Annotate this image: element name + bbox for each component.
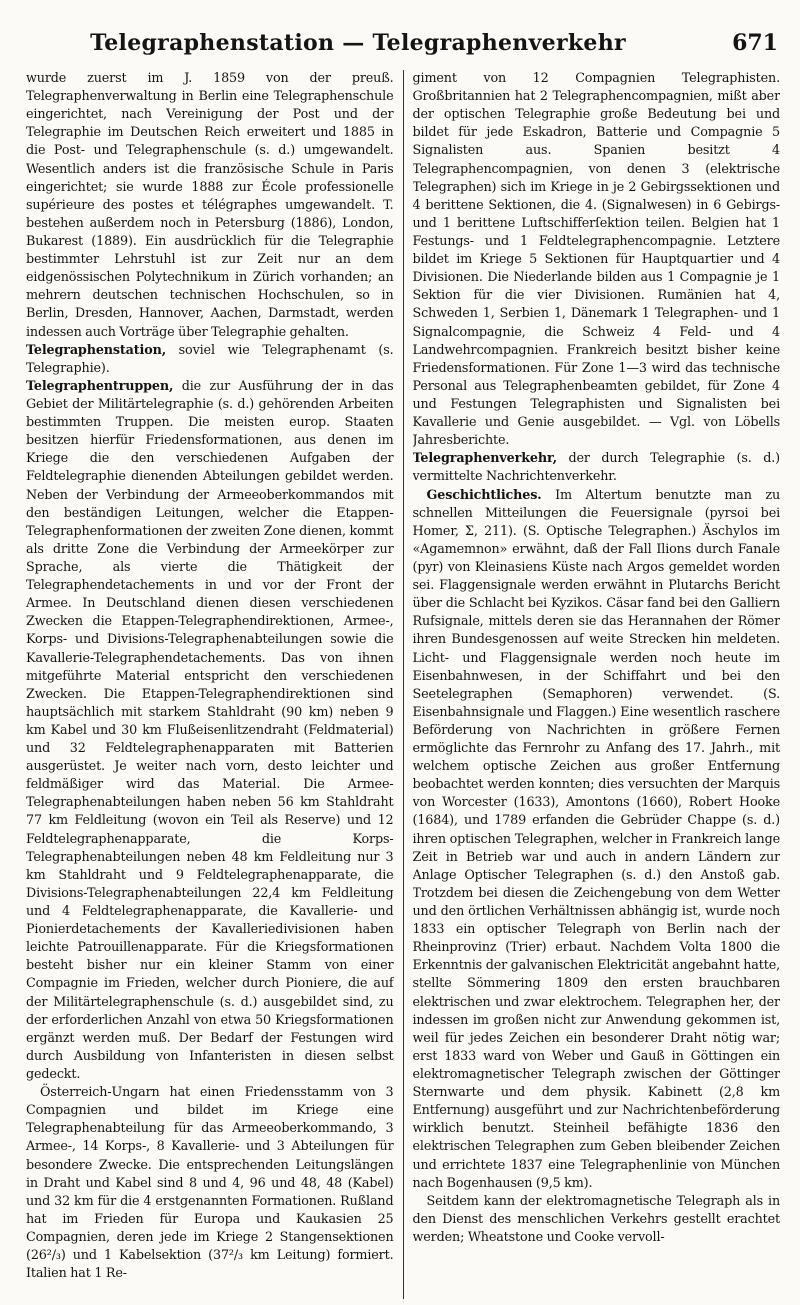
paragraph [413,1193,781,1247]
paragraph-text: Seitdem kann der elektromagnetische Telegraph als in den Dienst des menschlichen Verkehrs gestellt erachtet werden; Wheatstone und Cooke vervoll- [412,1193,781,1245]
left-column [26,70,394,1299]
entry-text: der durch Telegraphie (s. d.) vermittelte Nachrichtenverkehr. [412,451,781,485]
entry-telegraphenverkehr [413,450,781,486]
headword: Telegraphenstation, [26,342,166,358]
paragraph-text: Österreich-Ungarn hat einen Friedensstamm von 3 Compagnien und bildet im Kriege eine Telegraphenabteilung für das Armeeoberkommando, 3 Armee-, 14 Korps-, 8 Kavallerie- und 3 Abteilungen für besondere Zwecke. Die entsprechenden Leitungslängen in Draht und Kabel sind 8 und 4, 96 und 48, 48 (Kabel) und 32 km für die 4 erstgenannten Formationen. Rußland hat im Frieden für Europa und Kaukasien 25 Compagnien, deren jede im Kriege 2 Stangensektionen (26²/₃) und 1 Kabelsektion (37²/₃ km Leitung) formiert. Italien hat 1 Re- [26,1085,394,1282]
entry-telegraphenstation [26,342,394,378]
headword: Telegraphenverkehr, [412,451,557,467]
subheading: Geschichtliches. [426,487,542,503]
running-head: Telegraphenstation — Telegraphenverkehr [90,30,626,56]
page-number: 671 [732,30,778,56]
paragraph-text: wurde zuerst im J. 1859 von der preuß. Telegraphenverwaltung in Berlin eine Telegraphenschule eingerichtet, nach Vereinigung der Post und der Telegraphie im Deutschen Reich erweitert und 1885 in die Post- und Telegraphenschule (s. d.) umgewandelt. Wesentlich anders ist die französische Schule in Paris eingerichtet; sie wurde 1888 zur École professionelle supérieure des postes et télégraphes umgewandelt. T. bestehen außerdem noch in Petersburg (1886), London, Bukarest (1889). Ein ausdrücklich für die Telegraphie bestimmter Lehrstuhl ist zur Zeit nur an dem eidgenössischen Polytechnikum in Zürich vorhanden; an mehrern deutschen technischen Hochschulen, so in Berlin, Dresden, Hannover, Aachen, Darmstadt, werden indessen auch Vorträge über Telegraphie gehalten. [26,71,394,340]
entry-text: soviel wie Telegraphenamt (s. Telegraphie). [26,342,394,376]
column-divider [403,70,404,1299]
paragraph [26,1084,394,1283]
entry-text: Im Altertum benutzte man zu schnellen Mitteilungen die Feuersignale (pyrsoi bei Homer, Σ, 211). (S. Optische Telegraphen.) Äschylos im «Agamemnon» erwähnt, daß der Fall Ilions durch Fanale (pyr) von Kleinasiens Küste nach Argos gemeldet worden sei. Flaggensignale werden erwähnt in Plutarchs Bericht über die Schlacht bei Kyzikos. Cäsar fand bei den Galliern Rufsignale, mittels deren sie das Herannahen der Römer ihren Bundesgenossen auf weite Strecken hin meldeten. Licht- und Flaggensignale werden noch heute im Eisenbahnwesen, in der Schiffahrt und bei den Seetelegraphen (Semaphoren) verwendet. (S. Eisenbahnsignale und Flaggen.) Eine wesentlich raschere Beförderung von Nachrichten in größere Fernen ermöglichte das Fernrohr zu Anfang des 17. Jahrh., mit welchem optische Zeichen aus großer Entfernung beobachtet werden konnten; dies versuchten der Marquis von Worcester (1633), Amontons (1660), Robert Hooke (1684), und 1789 erfanden die Gebrüder Chappe (s. d.) ihren optischen Telegraphen, welcher in Frankreich lange Zeit in Betrieb war und auch in andern Ländern zur Anlage Optischer Telegraphen (s. d.) den Anstoß gab. Trotzdem bei diesen die Zeichengebung von dem Wetter und den örtlichen Verhältnissen abhängig ist, wurde noch 1833 ein optischer Telegraph von Berlin nach der Rheinprovinz (Trier) erbaut. Nachdem Volta 1800 die Erkenntnis der galvanischen Elektricität angebahnt hatte, stellte Sömmering 1809 den ersten brauchbaren elektrischen und zwar elektrochem. Telegraphen her, der indessen im großen nicht zur Anwendung gekommen ist, weil für jedes Zeichen ein besonderer Draht nötig war; erst 1833 ward von Weber und Gauß in Göttingen ein elektromagnetischer Telegraph zwischen der Göttinger Sternwarte und dem physik. Kabinett (2,8 km Entfernung) ausgeführt und zur Nachrichtenbeförderung wirklich benutzt. Steinheil befähigte 1836 den elektrischen Telegraphen zum Geben bleibender Zeichen und errichtete 1837 eine Telegraphenlinie von München nach Bogenhausen (9,5 km). [412,487,781,1191]
paragraph-text: giment von 12 Compagnien Telegraphisten. Großbritannien hat 2 Telegraphencompagnien, mißt aber der optischen Telegraphie große Bedeutung bei und bildet für jede Eskadron, Batterie und Compagnie 5 Signalisten aus. Spanien besitzt 4 Telegraphencompagnien, von denen 3 (elektrische Telegraphen) sich im Kriege in je 2 Gebirgssektionen und 4 berittene Sektionen, die 4. (Signalwesen) in 6 Gebirgs- und 1 berittene Luftschifferſektion teilen. Belgien hat 1 Festungs- und 1 Feldtelegraphencompagnie. Letztere bildet im Kriege 5 Sektionen für Hauptquartier und 4 Divisionen. Die Niederlande bilden aus 1 Compagnie je 1 Sektion für die vier Divisionen. Rumänien hat 4, Schweden 1, Serbien 1, Dänemark 1 Telegraphen- und 1 Signalcompagnie, die Schweiz 4 Feld- und 4 Landwehrcompagnien. Frankreich besitzt bisher keine Friedensformationen. Für Zone 1—3 wird das technische Personal aus Telegraphenbeamten gebildet, für Zone 4 und Festungen Telegraphisten und Signalisten bei Kavallerie und Genie ausgebildet. — Vgl. von Löbells Jahresberichte. [412,71,781,449]
page-header [26,0,780,60]
headword: Telegraphentruppen, [26,378,174,394]
paragraph [26,70,394,342]
right-column [413,70,781,1299]
text-columns [26,70,780,1299]
entry-text: die zur Ausführung der in das Gebiet der Militärtelegraphie (s. d.) gehörenden Arbeiten bestimmten Truppen. Die meisten europ. Staaten besitzen hierfür Friedensformationen, aus denen im Kriege die den verschiedenen Aufgaben der Feldtelegraphie dienenden Abteilungen gebildet werden. Neben der Verbindung der Armeeoberkommandos mit den beständigen Leitungen, welcher die Etappen-Telegraphenformationen der zweiten Zone dienen, kommt als dritte Zone die Verbindung der Armeekörper zur Sprache, als vierte die Thätigkeit der Telegraphendetachements in und vor der Front der Armee. In Deutschland dienen diesen verschiedenen Zwecken die Etappen-Telegraphendirektionen, Armee-, Korps- und Divisions-Telegraphenabteilungen sowie die Kavallerie-Telegraphendetachements. Das von ihnen mitgeführte Material entspricht den verschiedenen Zwecken. Die Etappen-Telegraphendirektionen sind hauptsächlich mit starkem Stahldraht (90 km) neben 9 km Kabel und 30 km Flußeisenlitzendraht (Feldmaterial) und 32 Feldtelegraphenapparaten mit Batterien ausgerüstet. Je weiter nach vorn, desto leichter und feldmäßiger wird das Material. Die Armee-Telegraphenabteilungen haben neben 56 km Stahldraht 77 km Feldleitung (wovon ein Teil als Reserve) und 12 Feldtelegraphenapparate, die Korps-Telegraphenabteilungen neben 48 km Feldleitung nur 3 km Stahldraht und 9 Feldtelegraphenapparate, die Divisions-Telegraphenabteilungen 22,4 km Feldleitung und 4 Feldtelegraphenapparate, die Kavallerie- und Pionierdetachements der Kavalleriedivisionen haben leichte Patrouillenapparate. Für die Kriegsformationen besteht bisher nur ein kleiner Stamm von einer Compagnie im Frieden, welcher durch Pioniere, die auf der Militärtelegraphenschule (s. d.) ausgebildet sind, zu der erforderlichen Anzahl von etwa 50 Kriegsformationen ergänzt werden muß. Der Bedarf der Festungen wird durch Ausbildung von Infanteristen in diesen selbst gedeckt. [26,378,394,1083]
entry-telegraphentruppen [26,378,394,1084]
entry-geschichtliches [413,487,781,1193]
paragraph [413,70,781,450]
